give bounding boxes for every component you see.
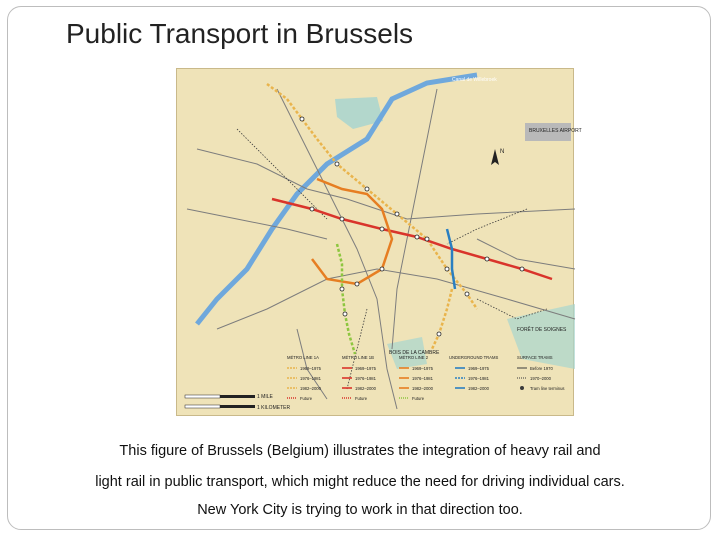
transit-map-svg [177, 69, 582, 417]
bois-label: BOIS DE LA CAMBRE [389, 350, 440, 356]
legend-surface-row-2: 1970–2000 [530, 376, 551, 381]
legend-tram-row-2: 1976–1981 [468, 376, 489, 381]
legend-header-surface: SURFACE TRAMS [517, 355, 553, 360]
legend-surface-row-3: Tram line terminus [530, 386, 565, 391]
scale-km-label: 1 KILOMETER [257, 405, 291, 411]
legend-header-tram: UNDERGROUND TRAMS [449, 355, 499, 360]
legend-2-row-4: Future [412, 396, 425, 401]
legend-2-row-2: 1976–1981 [412, 376, 433, 381]
legend-1a-row-3: 1982–2000 [300, 386, 321, 391]
legend-header-1a: MÉTRO LINE 1A [287, 355, 319, 360]
legend-header-2: MÉTRO LINE 2 [399, 355, 429, 360]
legend-surface-row-1: Before 1970 [530, 366, 553, 371]
station-markers [300, 117, 524, 336]
legend-1b-row-3: 1982–2000 [355, 386, 376, 391]
legend-1b-row-1: 1969–1975 [355, 366, 376, 371]
transit-map [176, 68, 582, 416]
north-arrow-icon [491, 149, 499, 165]
railway-lines [187, 89, 575, 409]
green-tram-line [337, 244, 355, 354]
legend-1a-row-1: 1969–1975 [300, 366, 321, 371]
legend-swatches-1b [342, 368, 352, 398]
scale-bar [185, 394, 290, 411]
legend-1b-row-2: 1976–1981 [355, 376, 376, 381]
metro-line-1b [272, 199, 552, 279]
legend-1b-row-4: Future [355, 396, 368, 401]
soignes-label: FORÊT DE SOIGNES [517, 327, 567, 333]
legend-swatches-surface [517, 368, 527, 390]
legend-2-row-1: 1969–1975 [412, 366, 433, 371]
caption-line-3: New York City is trying to work in that direction too. [197, 502, 523, 518]
legend-1a-row-4: Future [300, 396, 313, 401]
legend-swatches-1a [287, 368, 297, 398]
airport-label: BRUXELLES AIRPORT [529, 128, 582, 134]
legend-swatches-2 [399, 368, 409, 398]
caption-line-1: This figure of Brussels (Belgium) illustrates the integration of heavy rail and [119, 443, 601, 459]
canal-label: Canal de Willebroek [452, 77, 497, 83]
caption-line-2: light rail in public transport, which might reduce the need for driving individual cars. [95, 474, 625, 490]
underground-tram-line [447, 229, 455, 289]
legend-header-1b: MÉTRO LINE 1B [342, 355, 374, 360]
legend-tram-row-1: 1969–1975 [468, 366, 489, 371]
legend-swatches-tram [455, 368, 465, 388]
yellow-south-line [432, 289, 452, 349]
slide-title: Public Transport in Brussels [66, 18, 414, 49]
scale-mile-label: 1 MILE [257, 394, 273, 400]
legend-1a-row-2: 1976–1981 [300, 376, 321, 381]
legend-tram-row-3: 1982–2000 [468, 386, 489, 391]
legend-2-row-3: 1982–2000 [412, 386, 433, 391]
north-label: N [500, 149, 505, 155]
